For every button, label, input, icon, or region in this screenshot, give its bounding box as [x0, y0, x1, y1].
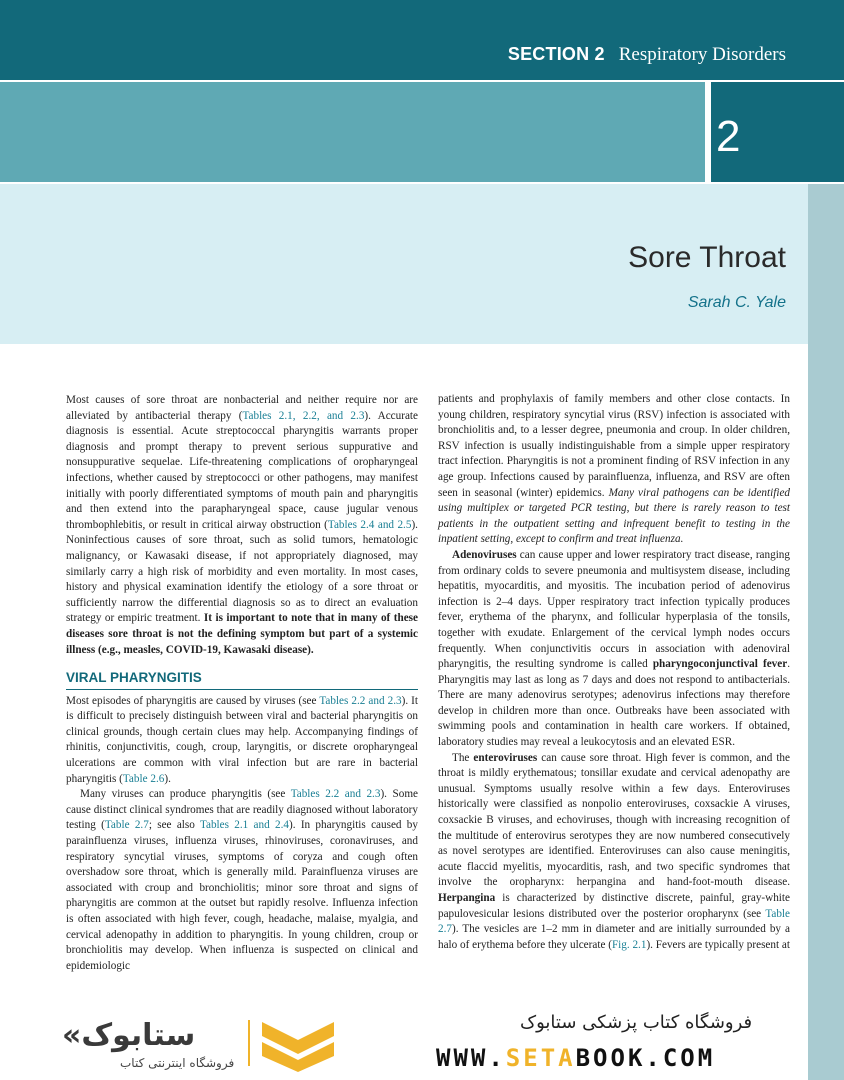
- adenovirus-paragraph: Adenoviruses can cause upper and lower respiratory tract disease, ranging from ordinary colds to severe pneumonia and multisystem disease, including hepatitis, myocarditis, and myositis. The incubation period of adenovirus infection is 2–4 days. Upper respiratory tract infection typically produces fever, erythema of the pharynx, and follicular hyperplasia of the tonsils, together with exudate. Enlargement of the cervical lymph nodes occurs frequently. When conjunctivitis occurs in association with adenoviral pharyngitis, the resulting syndrome is called pharyngoconjunctival fever. Pharyngitis may last as long as 7 days and does not respond to antibacterials. There are many adenovirus serotypes; adenovirus infections may therefore develop in children more than once. Outbreaks have been associated with swimming pools and contamination in health care workers. If obtained, laboratory studies may reveal a leukocytosis and an elevated ESR.: [438, 548, 790, 749]
- table-reference[interactable]: Table 2.7: [104, 819, 149, 832]
- table-reference[interactable]: Table 2.6: [122, 772, 165, 785]
- section-title: Respiratory Disorders: [618, 44, 786, 65]
- setabook-logo[interactable]: [62, 1018, 242, 1074]
- shop-url[interactable]: WWW.SETABOOK.COM: [436, 1044, 716, 1072]
- logo-subtitle: فروشگاه اینترنتی کتاب: [120, 1056, 235, 1070]
- chevron-logo-icon: [262, 1022, 334, 1072]
- table-reference[interactable]: Tables 2.4 and 2.5: [327, 518, 412, 531]
- right-column: [438, 392, 790, 953]
- table-reference[interactable]: Tables 2.2 and 2.3: [290, 788, 381, 801]
- many-viruses-paragraph: Many viruses can produce pharyngitis (see Tables 2.2 and 2.3). Some cause distinct clinical syndromes that are readily diagnosed without laboratory testing (Table 2.7; see also Tables 2.1 and 2.4). In pharyngitis caused by parainfluenza viruses, influenza viruses, rhinoviruses, coronaviruses, and respiratory syncytial viruses, symptoms of coryza and cough often overshadow sore throat, which is generally mild. Parainfluenza viruses are associated with croup and bronchiolitis; minor sore throat and signs of pharyngitis are common at the outset but rapidly resolve. Influenza infection is often associated with high fever, cough, headache, malaise, myalgia, and cervical adenopathy in addition to pharyngitis. In young children, croup or bronchiolitis may develop. When influenza is suspected on clinical and epidemiologic: [66, 788, 418, 972]
- shop-name: فروشگاه کتاب پزشکی ستابوک: [520, 1012, 753, 1033]
- side-strip: [808, 184, 844, 1080]
- header-band: [0, 0, 844, 80]
- header-mid-band: [0, 82, 705, 182]
- rsv-paragraph: patients and prophylaxis of family members and other close contacts. In young children, respiratory syncytial virus (RSV) infection is associated with bronchiolitis and, to a lesser degree, pneumonia and croup. In older children, RSV infection is usually indistinguishable from a simple upper respiratory tract infection. Pharyngitis is not a prominent finding of RSV infection in any age group. Infections caused by parainfluenza, influenza, and RSV are often seen in seasonal (winter) epidemics. Many viral pathogens can be identified using multiplex or targeted PCR testing, but there is rarely reason to test patients in the outpatient setting and infrequent benefit to testing in the inpatient setting, except to confirm and treat influenza.: [438, 393, 791, 546]
- table-reference[interactable]: Tables 2.1, 2.2, and 2.3: [242, 409, 365, 422]
- chapter-number: 2: [716, 112, 741, 161]
- intro-paragraph: Most causes of sore throat are nonbacterial and neither require nor are alleviated by antibacterial therapy (Tables 2.1, 2.2, and 2.3). Accurate diagnosis is essential. Acute streptococcal pharyngitis warrants proper diagnosis and prompt therapy to prevent serious suppurative and nonsuppurative sequelae. Life-threatening complications of oropharyngeal infections, whether caused by streptococci or other pathogens, may manifest initially with poorly differentiated symptoms of mouth pain and pharyngitis and then extend into the parapharyngeal space, cause jugular venous thrombophlebitis, or result in critical airway obstruction (Tables 2.4 and 2.5). Noninfectious causes of sore throat, such as solid tumors, hematologic malignancy, or Kawasaki disease, if not appropriately diagnosed, may similarly carry a high risk of morbidity and even mortality. In most cases, history and physical examination identify the etiology of a sore throat or sufficiently narrow the differential diagnosis so as to direct an evaluation strategy or empiric treatment. It is important to note that in many of these diseases sore throat is not the defining symptom but part of a systemic illness (e.g., measles, COVID-19, Kawasaki disease).: [66, 394, 418, 656]
- left-column: [66, 393, 418, 974]
- chapter-title: Sore Throat: [628, 241, 786, 274]
- table-reference[interactable]: Tables 2.2 and 2.3: [319, 694, 402, 707]
- section-label: [508, 44, 786, 66]
- section-heading: VIRAL PHARYNGITIS: [66, 670, 418, 690]
- figure-reference[interactable]: Fig. 2.1: [611, 938, 647, 951]
- enterovirus-paragraph: The enteroviruses can cause sore throat. High fever is common, and the throat is mildly erythematous; tonsillar exudate and cervical adenopathy are unusual. Symptoms usually resolve within a few days. Enteroviruses historically were classified as nonpolio enteroviruses, coxsackie A viruses, coxsackie B viruses, and echoviruses, though with increasing recognition of the multitude of enterovirus serotypes they are now numbered consecutively as novel serotypes are identified. Enteroviruses can also cause meningitis, acute flaccid myelitis, myocarditis, rash, and two specific syndromes that involve the oropharynx: herpangina and hand-foot-mouth disease. Herpangina is characterized by distinctive discrete, painful, gray-white papulovesicular lesions distributed over the posterior oropharynx (see Table 2.7). The vesicles are 1–2 mm in diameter and are initially surrounded by a halo of erythema before they ulcerate (Fig. 2.1). Fevers are typically present at: [438, 751, 790, 951]
- section-number: SECTION 2: [507, 44, 605, 64]
- table-reference[interactable]: Table 2.7: [438, 907, 790, 936]
- table-reference[interactable]: Tables 2.1 and 2.4: [199, 819, 289, 832]
- chapter-author: Sarah C. Yale: [687, 294, 786, 311]
- logo-divider: [248, 1020, 250, 1066]
- logo-text: «ستابوک: [62, 1018, 196, 1053]
- viral-pharyngitis-paragraph: Most episodes of pharyngitis are caused by viruses (see Tables 2.2 and 2.3). It is difficult to precisely distinguish between viral and bacterial pharyngitis on clinical grounds, though certain clues may help. Accompanying findings of rhinitis, conjunctivitis, cough, croup, laryngitis, or discrete oropharyngeal ulcerations are common with viral infection but are rare in bacterial pharyngitis (Table 2.6).: [66, 694, 418, 785]
